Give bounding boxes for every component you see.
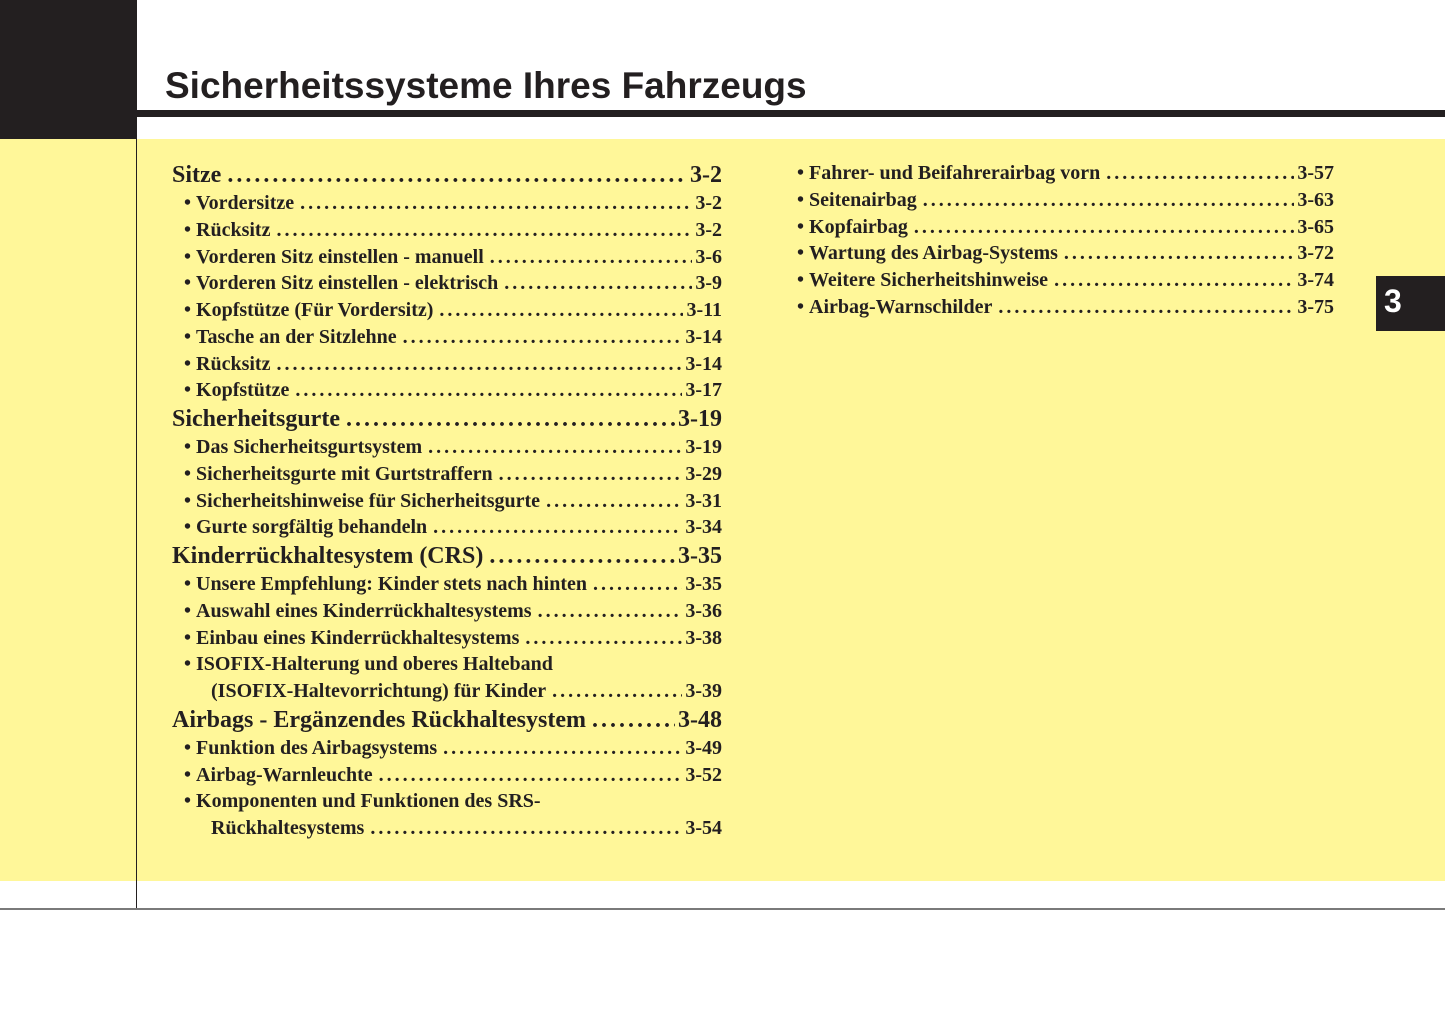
toc-section[interactable] xyxy=(172,705,722,735)
dot-leader xyxy=(443,735,682,762)
bullet-icon: • xyxy=(797,295,805,318)
toc-item[interactable] xyxy=(172,297,722,324)
toc-right-column xyxy=(797,160,1334,321)
toc-item[interactable] xyxy=(172,434,722,461)
dot-leader xyxy=(538,598,683,625)
toc-page: 3-11 xyxy=(686,299,722,321)
bullet-icon: • xyxy=(184,763,192,786)
toc-page: 3-2 xyxy=(690,162,722,188)
toc-page: 3-72 xyxy=(1297,242,1334,265)
dot-leader xyxy=(499,461,683,488)
toc-section[interactable] xyxy=(172,541,722,571)
toc-page: 3-2 xyxy=(695,192,722,214)
dot-leader xyxy=(546,488,682,515)
bullet-icon: • xyxy=(184,325,192,348)
dot-leader xyxy=(379,762,683,789)
toc-item[interactable] xyxy=(172,514,722,541)
toc-item[interactable] xyxy=(172,762,722,789)
chapter-tab[interactable]: 3 xyxy=(1376,276,1445,331)
toc-page: 3-74 xyxy=(1297,269,1334,291)
dot-leader xyxy=(1064,240,1294,267)
toc-page: 3-2 xyxy=(695,218,722,241)
toc-item[interactable] xyxy=(172,270,722,297)
toc-label: Wartung des Airbag-Systems xyxy=(809,242,1058,265)
bullet-icon: • xyxy=(184,218,192,241)
bullet-icon: • xyxy=(184,736,192,759)
dot-leader xyxy=(504,270,692,297)
toc-item[interactable] xyxy=(172,461,722,488)
bullet-icon: • xyxy=(797,242,805,265)
toc-label: Auswahl eines Kinderrückhaltesystems xyxy=(196,599,532,622)
bullet-icon: • xyxy=(184,626,192,649)
toc-page: 3-34 xyxy=(685,516,722,539)
toc-label: Einbau eines Kinderrückhaltesystems xyxy=(196,626,520,649)
toc-label: Seitenairbag xyxy=(809,188,917,211)
bullet-icon: • xyxy=(184,245,192,268)
toc-item[interactable] xyxy=(797,214,1334,241)
toc-page: 3-19 xyxy=(678,406,722,432)
toc-label: Gurte sorgfältig behandeln xyxy=(196,516,428,539)
dot-leader xyxy=(403,324,683,351)
toc-label: Vorderen Sitz einstellen - manuell xyxy=(196,245,484,268)
dot-leader xyxy=(593,571,682,598)
toc-label: Kopfairbag xyxy=(809,215,908,238)
dot-leader xyxy=(276,351,682,378)
toc-item[interactable] xyxy=(172,324,722,351)
toc-page: 3-31 xyxy=(685,489,722,512)
dot-leader xyxy=(370,815,682,842)
dot-leader xyxy=(276,217,692,244)
toc-label: Vordersitze xyxy=(196,192,295,214)
bullet-icon: • xyxy=(184,192,192,214)
dot-leader xyxy=(295,377,682,404)
toc-label: Kinderrückhaltesystem (CRS) xyxy=(172,543,484,569)
bullet-icon: • xyxy=(184,489,192,512)
dot-leader xyxy=(923,187,1295,214)
toc-label: Rückhaltesystems xyxy=(211,817,365,839)
toc-item[interactable] xyxy=(172,735,722,762)
bullet-icon: • xyxy=(184,272,192,295)
bullet-icon: • xyxy=(184,299,192,321)
bullet-icon: • xyxy=(184,790,192,813)
bullet-icon: • xyxy=(797,162,805,184)
bullet-icon: • xyxy=(184,599,192,622)
toc-page: 3-52 xyxy=(685,763,722,786)
dot-leader xyxy=(592,705,675,735)
toc-label: Sicherheitsgurte xyxy=(172,406,340,432)
toc-page: 3-17 xyxy=(685,379,722,402)
toc-label: ISOFIX-Halterung und oberes Halteband xyxy=(196,653,553,676)
toc-item[interactable] xyxy=(797,160,1334,187)
dot-leader xyxy=(433,514,682,541)
dot-leader xyxy=(525,625,682,652)
toc-label: Airbags - Ergänzendes Rückhaltesystem xyxy=(172,706,586,733)
toc-item[interactable] xyxy=(172,651,722,678)
dot-leader xyxy=(227,160,687,190)
toc-item[interactable] xyxy=(172,377,722,404)
dot-leader xyxy=(1054,267,1294,294)
dot-leader xyxy=(489,541,675,571)
toc-label: Komponenten und Funktionen des SRS- xyxy=(196,790,541,813)
bullet-icon: • xyxy=(797,269,805,291)
bottom-rule xyxy=(0,908,1445,910)
toc-page: 3-14 xyxy=(685,352,722,375)
dot-leader xyxy=(1106,160,1294,187)
toc-page: 3-36 xyxy=(685,599,722,622)
bullet-icon: • xyxy=(797,215,805,238)
toc-item[interactable] xyxy=(172,217,722,244)
dot-leader xyxy=(439,297,683,324)
toc-item[interactable] xyxy=(172,244,722,271)
left-margin-line xyxy=(136,139,137,909)
toc-label: Fahrer- und Beifahrerairbag vorn xyxy=(809,162,1101,184)
bullet-icon: • xyxy=(184,653,192,676)
toc-item[interactable] xyxy=(797,240,1334,267)
corner-block xyxy=(0,0,137,139)
toc-page: 3-9 xyxy=(695,272,722,295)
toc-page: 3-54 xyxy=(685,817,722,839)
dot-leader xyxy=(552,678,682,705)
bullet-icon: • xyxy=(184,462,192,485)
toc-label: Funktion des Airbagsystems xyxy=(196,736,438,759)
toc-label: (ISOFIX-Haltevorrichtung) für Kinder xyxy=(211,680,547,702)
toc-section[interactable] xyxy=(172,160,722,190)
toc-label: Kopfstütze xyxy=(196,379,290,402)
toc-label: Airbag-Warnschilder xyxy=(809,295,993,318)
toc-label: Vorderen Sitz einstellen - elektrisch xyxy=(196,272,499,295)
bullet-icon: • xyxy=(184,436,192,458)
toc-item-continuation[interactable] xyxy=(172,678,722,705)
dot-leader xyxy=(490,244,693,271)
toc-item[interactable] xyxy=(172,625,722,652)
toc-label: Airbag-Warnleuchte xyxy=(196,763,373,786)
bullet-icon: • xyxy=(184,573,192,595)
bullet-icon: • xyxy=(184,379,192,402)
toc-page: 3-49 xyxy=(685,736,722,759)
toc-page: 3-35 xyxy=(685,573,722,595)
toc-label: Kopfstütze (Für Vordersitz) xyxy=(196,299,434,321)
dot-leader xyxy=(346,404,675,434)
toc-label: Sicherheitsgurte mit Gurtstraffern xyxy=(196,462,493,485)
toc-item[interactable] xyxy=(172,788,722,815)
toc-section[interactable] xyxy=(172,404,722,434)
toc-item[interactable] xyxy=(172,488,722,515)
toc-page: 3-63 xyxy=(1297,188,1334,211)
toc-item[interactable] xyxy=(172,190,722,217)
toc-label: Weitere Sicherheitshinweise xyxy=(809,269,1049,291)
toc-item[interactable] xyxy=(172,351,722,378)
toc-label: Rücksitz xyxy=(196,352,271,375)
toc-label: Unsere Empfehlung: Kinder stets nach hinten xyxy=(196,573,587,595)
toc-page: 3-57 xyxy=(1297,162,1334,184)
dot-leader xyxy=(998,294,1294,321)
toc-page: 3-29 xyxy=(685,462,722,485)
toc-item[interactable] xyxy=(797,267,1334,294)
dot-leader xyxy=(428,434,682,461)
toc-page: 3-35 xyxy=(678,543,722,569)
toc-label: Das Sicherheitsgurtsystem xyxy=(196,436,423,458)
toc-page: 3-38 xyxy=(685,626,722,649)
title-rule xyxy=(137,110,1445,117)
bullet-icon: • xyxy=(184,352,192,375)
toc-label: Sitze xyxy=(172,162,222,188)
toc-item[interactable] xyxy=(797,187,1334,214)
toc-label: Sicherheitshinweise für Sicherheitsgurte xyxy=(196,489,541,512)
bullet-icon: • xyxy=(797,188,805,211)
toc-page: 3-6 xyxy=(695,245,722,268)
bullet-icon: • xyxy=(184,516,192,539)
toc-item-continuation[interactable] xyxy=(172,815,722,842)
dot-leader xyxy=(914,214,1294,241)
page-title: Sicherheitssysteme Ihres Fahrzeugs xyxy=(165,65,807,106)
toc-label: Tasche an der Sitzlehne xyxy=(196,325,397,348)
toc-item[interactable] xyxy=(172,571,722,598)
dot-leader xyxy=(300,190,692,217)
toc-page: 3-65 xyxy=(1297,215,1334,238)
toc-item[interactable] xyxy=(797,294,1334,321)
toc-label: Rücksitz xyxy=(196,218,271,241)
toc-page: 3-48 xyxy=(678,706,722,733)
toc-item[interactable] xyxy=(172,598,722,625)
toc-page: 3-14 xyxy=(685,325,722,348)
toc-left-column xyxy=(172,160,722,842)
toc-page: 3-75 xyxy=(1297,295,1334,318)
toc-page: 3-19 xyxy=(685,436,722,458)
toc-page: 3-39 xyxy=(685,680,722,702)
